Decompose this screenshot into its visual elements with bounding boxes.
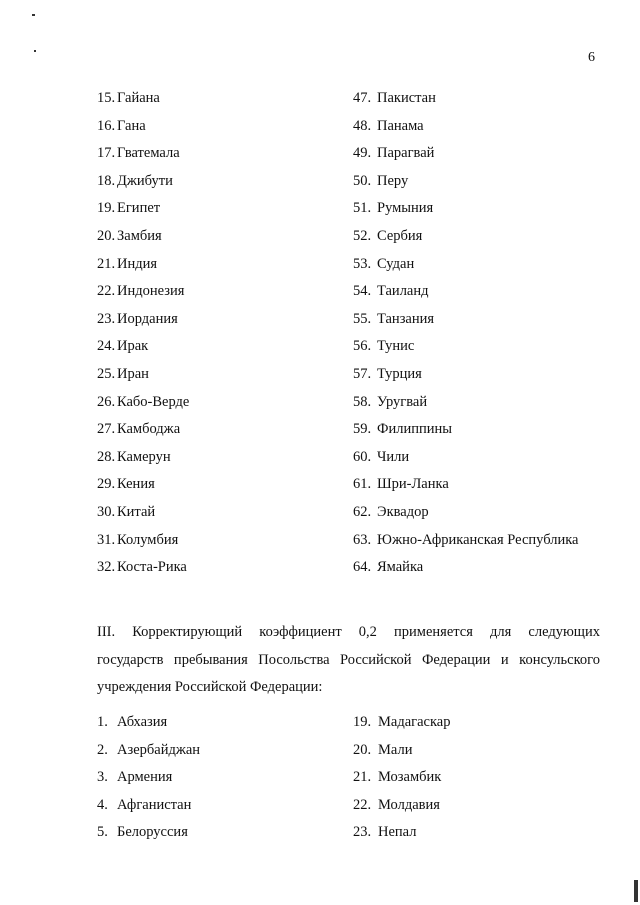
country-name: Замбия [117,228,162,244]
list-item [97,227,162,245]
list-item-number: 18. [97,172,116,189]
list-item [353,337,414,355]
country-name: Перу [377,172,409,189]
country-name: Коста-Рика [117,559,187,576]
list-item-number: 3. [97,769,108,785]
list-item [97,796,191,814]
list-item [97,89,160,107]
list-item-number: 2. [97,741,108,758]
country-name: Иордания [117,310,178,327]
list-item-number: 22. [353,796,372,813]
list-item-number: 15. [97,90,116,106]
list-item-number: 21. [97,255,116,272]
list-item-number: 30. [97,504,116,520]
list-item-number: 24. [97,338,116,355]
list-item-number: 17. [97,145,116,162]
list-item [97,337,148,355]
list-item-number: 20. [97,228,116,244]
list-item-number: 26. [97,393,116,410]
country-name: Гайана [117,90,160,106]
list-item-number: 5. [97,824,108,840]
list-item [97,475,155,493]
list-item [97,558,187,576]
country-name: Тунис [377,338,415,355]
country-name: Молдавия [378,796,440,813]
list-item [353,558,423,576]
country-name: Мозамбик [378,769,442,785]
country-name: Уругвай [377,393,428,410]
list-item [353,117,424,135]
country-name: Шри-Ланка [377,476,449,493]
list-item-number: 64. [353,559,372,576]
country-name: Белоруссия [117,824,188,840]
list-item [353,475,449,493]
list-item-number: 25. [97,366,116,382]
country-name: Кения [117,476,155,493]
country-name: Таиланд [377,283,429,300]
country-name: Азербайджан [117,741,201,758]
country-name: Непал [378,824,417,840]
list-item-number: 29. [97,476,116,493]
country-name: Афганистан [117,796,192,813]
list-item [353,531,578,549]
list-item [353,420,452,438]
country-name: Панама [377,117,424,134]
country-name: Китай [117,504,156,520]
list-item-number: 23. [353,824,372,840]
list-item-number: 55. [353,310,372,327]
list-item [353,503,429,521]
list-item [97,117,146,135]
list-item-number: 1. [97,714,108,730]
list-item-number: 49. [353,145,372,162]
list-item [353,823,416,841]
country-name: Гана [117,117,146,134]
country-name: Камбоджа [117,421,181,438]
country-name: Индонезия [117,283,185,300]
list-item [353,282,429,300]
scan-edge-mark [634,880,638,902]
list-item [353,768,441,786]
list-item-number: 51. [353,200,372,217]
list-item [353,741,412,759]
paragraph-line: государств пребывания Посольства Российской Федерации и консульского [97,651,600,668]
section-iii-paragraph [97,619,600,702]
list-item-number: 61. [353,476,372,493]
list-item-number: 52. [353,228,372,244]
country-name: Турция [377,366,422,382]
country-name: Колумбия [117,531,179,548]
list-item [353,713,450,731]
list-item [97,144,180,162]
list-item-number: 23. [97,310,116,327]
list-item [353,448,409,466]
list-item-number: 47. [353,90,372,106]
country-name: Эквадор [377,504,429,520]
list-item-number: 19. [97,200,116,217]
country-name: Ямайка [377,559,424,576]
scan-speck [34,50,36,52]
list-item [353,365,422,383]
scan-speck [32,14,35,16]
country-name: Мадагаскар [378,714,451,730]
list-item [97,393,189,411]
list-item [353,255,414,273]
list-item [97,310,178,328]
list-item [353,227,422,245]
list-item-number: 48. [353,117,372,134]
list-item-number: 62. [353,504,372,520]
list-item [97,768,172,786]
list-item [353,393,427,411]
country-name: Кабо-Верде [117,393,190,410]
country-name: Парагвай [377,145,435,162]
list-item [353,144,434,162]
list-item-number: 19. [353,714,372,730]
country-name: Филиппины [377,421,452,438]
list-item [97,741,200,759]
list-item [97,448,171,466]
country-name: Пакистан [377,90,436,106]
list-item [97,199,160,217]
country-name: Камерун [117,448,171,465]
list-item-number: 21. [353,769,372,785]
list-item-number: 32. [97,559,116,576]
list-item [353,199,433,217]
list-item [97,255,157,273]
page-number: 6 [588,50,595,65]
list-item [97,365,149,383]
country-name: Сербия [377,228,423,244]
country-name: Гватемала [117,145,180,162]
list-item-number: 59. [353,421,372,438]
list-item-number: 20. [353,741,372,758]
list-item [97,823,188,841]
list-item-number: 54. [353,283,372,300]
paragraph-line: учреждения Российской Федерации: [97,679,323,695]
list-item [97,420,180,438]
list-item-number: 53. [353,255,372,272]
list-item-number: 60. [353,448,372,465]
list-item-number: 4. [97,796,108,813]
list-item [353,89,436,107]
list-item-number: 57. [353,366,372,382]
paragraph-line: III. Корректирующий коэффициент 0,2 применяется для следующих [97,624,600,640]
list-item-number: 56. [353,338,372,355]
list-item-number: 31. [97,531,116,548]
list-item-number: 27. [97,421,116,438]
list-item [97,713,167,731]
list-item [97,503,155,521]
list-item [353,172,408,190]
list-item [97,282,184,300]
list-item-number: 50. [353,172,372,189]
country-name: Мали [378,741,413,758]
country-name: Румыния [377,200,434,217]
country-name: Иран [117,366,149,382]
country-name: Танзания [377,310,435,327]
list-item [353,310,434,328]
country-name: Южно-Африканская Республика [377,531,579,548]
country-name: Ирак [117,338,149,355]
list-item-number: 22. [97,283,116,300]
country-name: Джибути [117,172,173,189]
list-item-number: 63. [353,531,372,548]
list-item [97,172,173,190]
list-item [353,796,440,814]
list-item [97,531,178,549]
country-name: Чили [377,448,410,465]
list-item-number: 58. [353,393,372,410]
list-item-number: 28. [97,448,116,465]
country-name: Индия [117,255,158,272]
country-name: Абхазия [117,714,168,730]
country-name: Судан [377,255,415,272]
list-item-number: 16. [97,117,116,134]
country-name: Египет [117,200,161,217]
country-name: Армения [117,769,173,785]
